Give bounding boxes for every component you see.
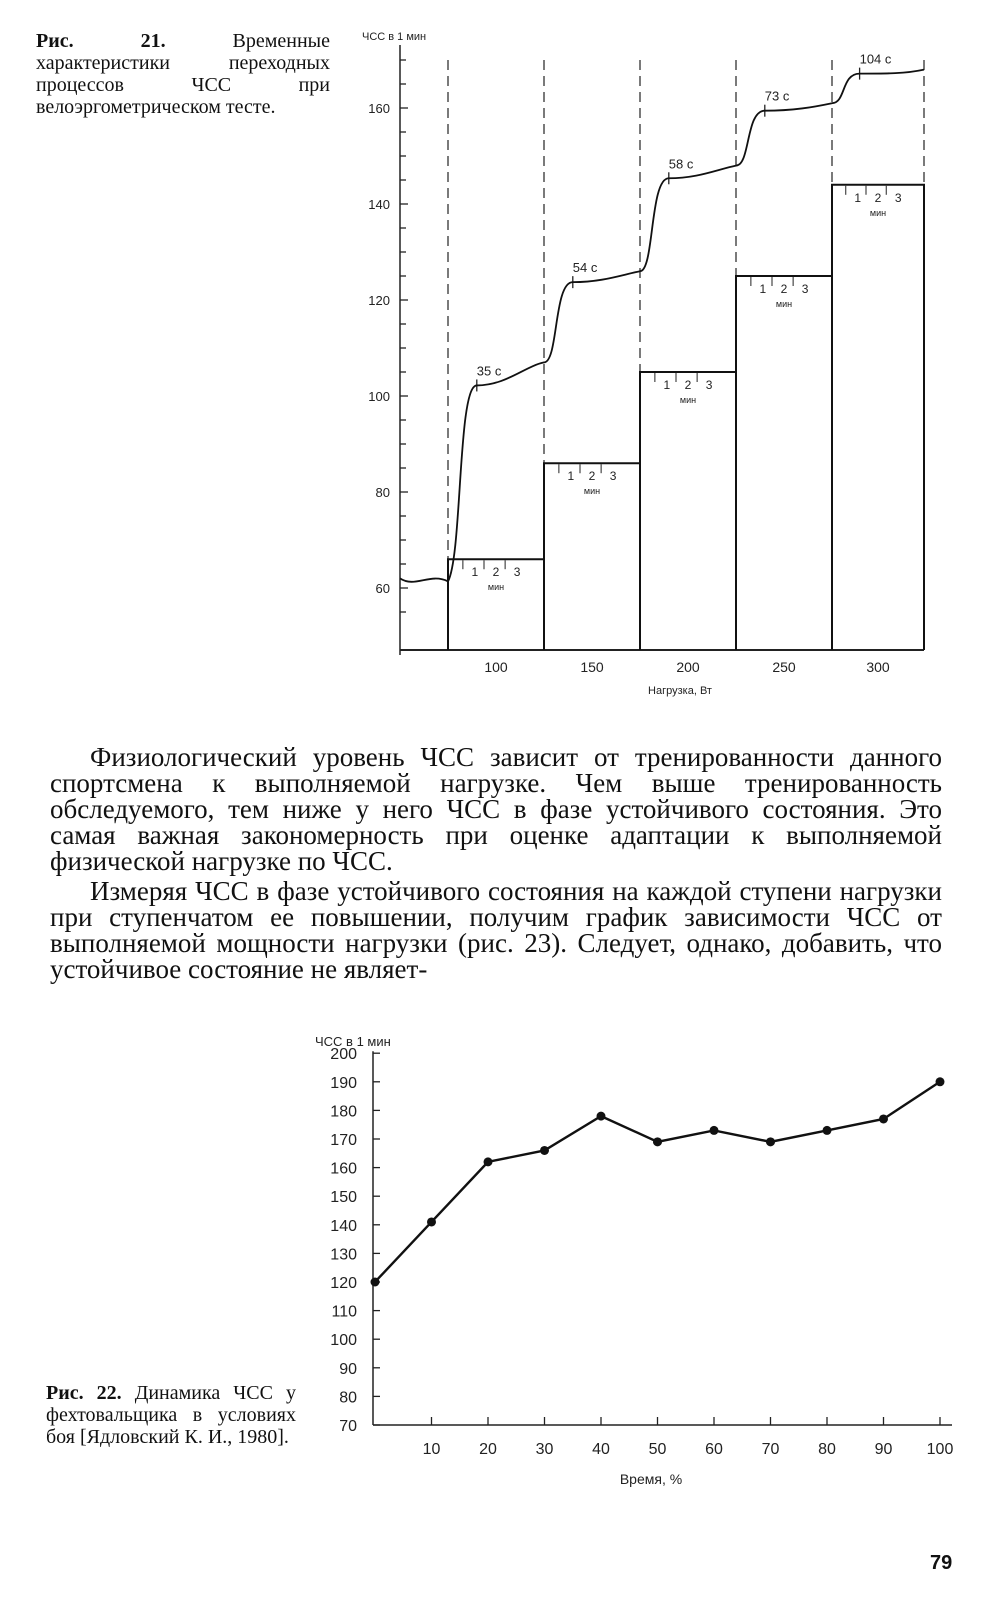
- figure-21-hr-curve: [400, 68, 924, 582]
- fig21-y-tick-label: 140: [368, 197, 390, 212]
- fig22-data-point: [484, 1157, 493, 1166]
- fig21-y-tick-label: 60: [375, 581, 390, 596]
- fig21-minute-label: 1: [759, 282, 767, 296]
- fig22-y-tick-label: 140: [330, 1217, 357, 1235]
- fig22-y-tick-label: 100: [330, 1332, 357, 1350]
- figure-22-axes: [315, 1034, 953, 1487]
- fig21-minute-label: 2: [588, 469, 596, 484]
- fig21-minute-unit: мин: [583, 486, 601, 497]
- fig22-data-point: [823, 1126, 832, 1135]
- fig21-y-tick-label: 100: [368, 389, 390, 404]
- fig21-y-tick-label: 80: [375, 485, 390, 500]
- page-number: 79: [930, 1552, 953, 1574]
- fig21-transition-time-label: 73 с: [764, 88, 790, 104]
- fig21-y-axis-label: ЧСС в 1 мин: [362, 31, 427, 43]
- figure-22-caption: [46, 1382, 296, 1448]
- fig22-data-point: [540, 1146, 549, 1155]
- fig21-y-tick-label: 160: [368, 101, 390, 116]
- fig22-y-tick-label: 180: [330, 1103, 357, 1121]
- fig21-x-tick-label: 100: [484, 659, 508, 675]
- fig21-minute-unit: мин: [679, 395, 697, 405]
- fig21-load-step-bar: [832, 185, 924, 650]
- fig22-data-point: [427, 1217, 436, 1226]
- fig21-hr-line: [400, 70, 924, 582]
- fig22-x-tick-label: 50: [648, 1441, 667, 1458]
- figure-21-chart: [0, 0, 991, 720]
- fig21-x-tick-label: 250: [772, 659, 796, 675]
- figure-21-axes: [362, 31, 924, 655]
- paragraph-1: Физиологический уровень ЧСС зависит от тренированности данного спортсмена к выполняемой нагрузке. Чем выше тренированность обследуемого, тем ниже у него ЧСС в фазе устойчивого состояния. Это самая важная закономерность при оценке адаптации к выполняемой физической нагрузке по ЧСС.: [50, 742, 942, 876]
- fig22-series-line: [375, 1082, 940, 1282]
- fig22-x-tick-label: 100: [926, 1441, 954, 1458]
- fig22-y-tick-label: 80: [339, 1389, 357, 1407]
- figure-21-load-steps: [448, 185, 924, 650]
- fig22-y-tick-label: 70: [339, 1418, 357, 1435]
- paragraph-2: Измеряя ЧСС в фазе устойчивого состояния на каждой ступени нагрузки при ступенчатом ее повышении, получим график зависимости ЧСС от выполняемой мощности нагрузки (рис. 23). Следует, однако, добавить, что устойчивое состояние не являет-: [50, 876, 942, 984]
- fig21-minute-label: 3: [894, 190, 902, 205]
- fig22-y-tick-label: 120: [330, 1275, 357, 1292]
- fig21-minute-label: 3: [801, 282, 809, 296]
- fig22-x-tick-label: 20: [479, 1441, 497, 1458]
- fig22-x-tick-label: 30: [535, 1441, 554, 1458]
- fig21-minute-label: 2: [780, 282, 788, 296]
- figure-21-label: Рис. 21.: [36, 30, 166, 52]
- fig21-x-axis-label: Нагрузка, Вт: [648, 685, 712, 697]
- fig22-data-point: [653, 1137, 662, 1146]
- fig22-y-tick-label: 130: [330, 1246, 357, 1264]
- figure-22-series: [371, 1077, 945, 1286]
- fig22-y-tick-label: 150: [330, 1189, 357, 1207]
- fig21-minute-label: 2: [684, 378, 692, 392]
- fig21-x-tick-label: 200: [676, 659, 700, 675]
- fig21-transition-time-label: 104 с: [859, 51, 892, 67]
- fig21-minute-label: 3: [609, 469, 617, 484]
- fig21-minute-label: 1: [471, 565, 479, 580]
- fig22-y-tick-label: 200: [330, 1046, 357, 1064]
- fig21-transition-time-label: 58 с: [668, 156, 694, 172]
- figure-21-caption-text: Временные характеристики переходных процессов ЧСС при велоэргометрическом тесте.: [36, 30, 330, 118]
- fig21-minute-label: 1: [663, 378, 671, 392]
- fig21-transition-time-label: 54 с: [572, 260, 598, 276]
- fig21-load-step-bar: [736, 276, 832, 650]
- fig22-data-point: [371, 1278, 380, 1287]
- fig22-x-tick-label: 40: [592, 1441, 610, 1458]
- fig21-minute-unit: мин: [487, 582, 505, 593]
- fig21-minute-label: 2: [492, 565, 500, 580]
- fig22-x-tick-label: 90: [874, 1441, 893, 1458]
- fig22-data-point: [879, 1114, 888, 1123]
- fig21-minute-unit: мин: [775, 299, 793, 309]
- fig21-minute-label: 1: [854, 190, 862, 205]
- fig21-minute-label: 3: [513, 565, 521, 580]
- fig22-y-axis-label: ЧСС в 1 мин: [315, 1034, 391, 1049]
- fig21-x-tick-label: 150: [580, 659, 604, 675]
- fig22-data-point: [710, 1126, 719, 1135]
- fig21-y-tick-label: 120: [368, 293, 390, 308]
- fig22-data-point: [766, 1137, 775, 1146]
- figure-22-label: Рис. 22.: [46, 1382, 122, 1404]
- fig22-x-tick-label: 60: [705, 1441, 723, 1458]
- fig22-y-tick-label: 170: [330, 1132, 357, 1149]
- figure-22-caption-text: Динамика ЧСС у фехтовальщика в условиях боя [Ядловский К. И., 1980].: [46, 1382, 296, 1448]
- fig22-x-tick-label: 80: [818, 1441, 836, 1458]
- fig22-x-tick-label: 10: [422, 1441, 441, 1458]
- fig21-minute-label: 3: [705, 378, 713, 392]
- fig22-data-point: [597, 1112, 606, 1121]
- fig21-load-step-bar: [640, 372, 736, 650]
- fig22-y-tick-label: 190: [330, 1074, 357, 1092]
- figure-21-labels: [477, 52, 892, 697]
- fig22-data-point: [936, 1077, 945, 1086]
- fig21-transition-time-label: 35 с: [476, 363, 502, 379]
- fig21-minute-label: 2: [874, 190, 882, 205]
- fig22-x-axis-label: Время, %: [619, 1471, 683, 1487]
- figure-22-chart: [0, 1020, 991, 1540]
- fig21-minute-label: 1: [567, 469, 575, 484]
- fig22-y-tick-label: 90: [339, 1360, 357, 1378]
- fig21-x-tick-label: 300: [866, 659, 890, 675]
- fig21-minute-unit: мин: [869, 207, 887, 218]
- fig22-y-tick-label: 160: [330, 1160, 357, 1178]
- fig22-y-tick-label: 110: [331, 1303, 357, 1321]
- fig22-x-tick-label: 70: [761, 1441, 780, 1458]
